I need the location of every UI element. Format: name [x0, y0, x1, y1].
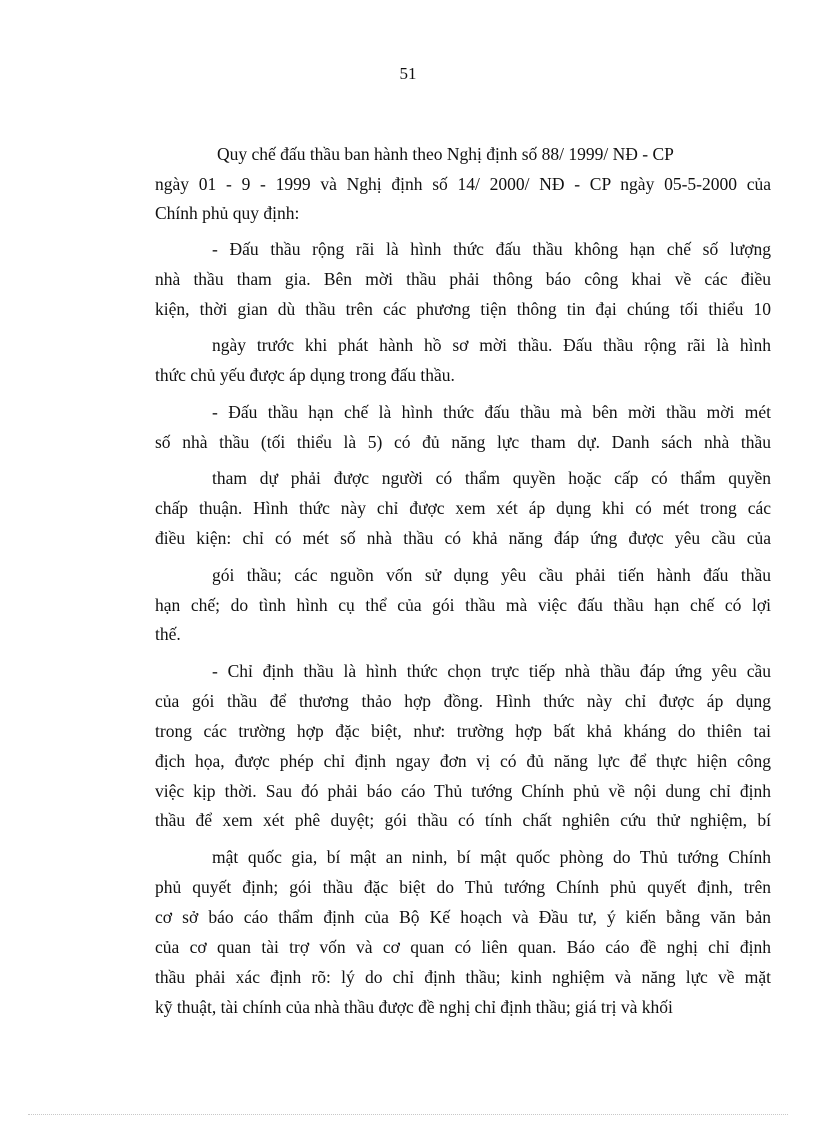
text-line: số nhà thầu (tối thiểu là 5) có đủ năng lực tham dự. Danh sách nhà thầu [155, 432, 771, 452]
text-line: Chính phủ quy định: [155, 203, 300, 223]
text-line: - Đấu thầu rộng rãi là hình thức đấu thầu không hạn chế số lượng [212, 239, 771, 259]
text-line: địch họa, được phép chỉ định ngay đơn vị có đủ năng lực để thực hiện công [155, 751, 771, 771]
text-line: Quy chế đấu thầu ban hành theo Nghị định số 88/ 1999/ NĐ - CP [217, 144, 674, 164]
text-line: kiện, thời gian dù thầu trên các phương tiện thông tin đại chúng tối thiểu 10 [155, 299, 771, 319]
text-line: mật quốc gia, bí mật an ninh, bí mật quốc phòng do Thủ tướng Chính [212, 847, 771, 867]
text-line: của gói thầu để thương thảo hợp đồng. Hình thức này chỉ được áp dụng [155, 691, 771, 711]
text-line: nhà thầu tham gia. Bên mời thầu phải thông báo công khai về các điều [155, 269, 771, 289]
text-line: của cơ quan tài trợ vốn và cơ quan có liên quan. Báo cáo đề nghị chỉ định [155, 937, 771, 957]
page-number: 51 [399, 64, 417, 83]
text-line: ngày trước khi phát hành hồ sơ mời thầu. Đấu thầu rộng rãi là hình [212, 335, 771, 355]
text-line: thế. [155, 624, 181, 644]
text-line: trong các trường hợp đặc biệt, như: trường hợp bất khả kháng do thiên tai [155, 721, 771, 741]
text-line: - Đấu thầu hạn chế là hình thức đấu thầu mà bên mời thầu mời mét [212, 402, 771, 422]
text-line: - Chỉ định thầu là hình thức chọn trực tiếp nhà thầu đáp ứng yêu cầu [212, 661, 771, 681]
text-line: thầu để xem xét phê duyệt; gói thầu có tính chất nghiên cứu thử nghiệm, bí [155, 810, 771, 830]
text-line: thức chủ yếu được áp dụng trong đấu thầu. [155, 365, 455, 385]
text-line: phủ quyết định; gói thầu đặc biệt do Thủ tướng Chính phủ quyết định, trên [155, 877, 771, 897]
text-line: điều kiện: chỉ có mét số nhà thầu có khả năng đáp ứng được yêu cầu của [155, 528, 771, 548]
text-line: thầu phải xác định rõ: lý do chỉ định thầu; kinh nghiệm và năng lực về mặt [155, 967, 771, 987]
text-line: hạn chế; do tình hình cụ thể của gói thầu mà việc đấu thầu hạn chế có lợi [155, 595, 771, 615]
text-line: việc kịp thời. Sau đó phải báo cáo Thủ tướng Chính phủ về nội dung chỉ định [155, 781, 771, 801]
text-line: chấp thuận. Hình thức này chỉ được xem xét áp dụng khi có mét trong các [155, 498, 771, 518]
text-line: tham dự phải được người có thẩm quyền hoặc cấp có thẩm quyền [212, 468, 771, 488]
text-line: kỹ thuật, tài chính của nhà thầu được đề nghị chỉ định thầu; giá trị và khối [155, 997, 673, 1017]
text-line: ngày 01 - 9 - 1999 và Nghị định số 14/ 2000/ NĐ - CP ngày 05-5-2000 của [155, 174, 771, 194]
text-line: gói thầu; các nguồn vốn sử dụng yêu cầu phải tiến hành đấu thầu [212, 565, 771, 585]
text-line: cơ sở báo cáo thẩm định của Bộ Kế hoạch và Đầu tư, ý kiến bằng văn bản [155, 907, 771, 927]
page-bottom-border [28, 1114, 788, 1115]
